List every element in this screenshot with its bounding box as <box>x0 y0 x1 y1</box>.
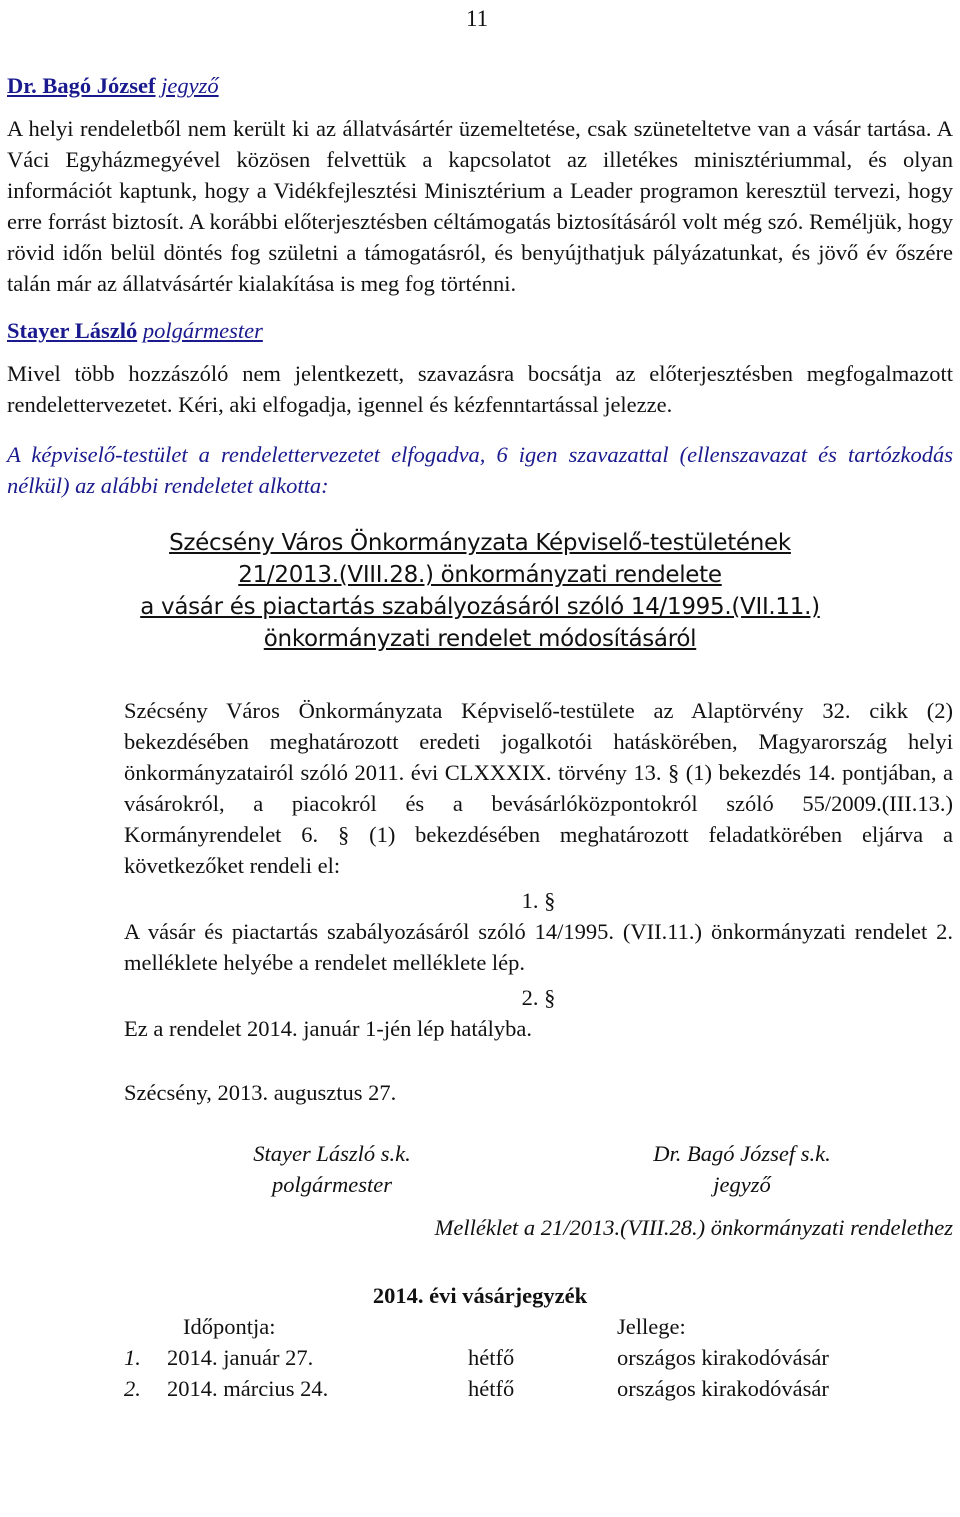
signature-name: Dr. Bagó József s.k. <box>653 1141 831 1166</box>
speaker-name: Stayer László <box>7 318 138 343</box>
signature-title: jegyző <box>713 1172 771 1197</box>
row-day: hétfő <box>468 1345 515 1370</box>
header-type: Jellege: <box>617 1314 686 1339</box>
signature-title: polgármester <box>272 1172 392 1197</box>
speech-paragraph: A helyi rendeletből nem került ki az állatvásártér üzemeltetése, csak szüneteltetve van a vásár tartása. A Váci Egyházmegyével közösen felvettük a kapcsolatot az illetékes minisztériummal, és olyan információt kaptunk, hogy a Vidékfejlesztési Minisztérium a Leader programon keresztül tervezi, hogy erre forrást biztosít. A korábbi előterjesztésben céltámogatás biztosításáról volt még szó. Reméljük, hogy rövid időn belül döntés fog születni a támogatásról, és benyújthatjuk pályázatunkat, és jövő év őszére talán már az állatvásártér kialakítása is meg fog történni. <box>7 116 953 296</box>
regulation-body <box>124 695 953 1108</box>
row-type: országos kirakodóvásár <box>617 1376 829 1401</box>
speaker-heading <box>7 70 953 101</box>
speaker-role: jegyző <box>161 73 219 98</box>
speaker-heading <box>7 315 953 346</box>
regulation-title-line: 21/2013.(VIII.28.) önkormányzati rendelete <box>238 562 722 588</box>
row-date: 2014. március 24. <box>167 1376 329 1401</box>
annex-reference: Melléklet a 21/2013.(VIII.28.) önkormányzati rendelethez <box>434 1215 953 1240</box>
preamble: Szécsény Város Önkormányzata Képviselő-testülete az Alaptörvény 32. cikk (2) bekezdésében meghatározott eredeti jogalkotói hatáskörében, Magyarország helyi önkormányzatairól szóló 2011. évi CLXXXIX. törvény 13. § (1) bekezdés 14. pontjában, a vásárokról, a piacokról és a bevásárlóközpontokról szóló 55/2009.(III.13.) Kormányrendelet 6. § (1) bekezdésében meghatározott feladatkörében eljárva a következőket rendeli el: <box>124 698 953 878</box>
signature-notary <box>617 1138 867 1200</box>
signature-name: Stayer László s.k. <box>253 1141 411 1166</box>
page-number: 11 <box>466 6 489 31</box>
table-header-row <box>124 1311 947 1342</box>
header-date: Időpontja: <box>183 1314 276 1339</box>
document-body <box>7 70 953 1404</box>
place-date: Szécsény, 2013. augusztus 27. <box>124 1080 397 1105</box>
regulation-title-line: a vásár és piactartás szabályozásáról szóló 14/1995.(VII.11.) <box>140 594 820 620</box>
row-date: 2014. január 27. <box>167 1345 314 1370</box>
row-number: 2. <box>124 1376 141 1401</box>
section-text: Ez a rendelet 2014. január 1-jén lép hatályba. <box>124 1016 532 1041</box>
regulation-title <box>7 527 953 655</box>
regulation-title-line: önkormányzati rendelet módosításáról <box>263 626 697 652</box>
speaker-role: polgármester <box>142 318 263 343</box>
table-row <box>124 1342 947 1373</box>
row-number: 1. <box>124 1345 141 1370</box>
section-number: 1. § <box>521 888 556 913</box>
row-day: hétfő <box>468 1376 515 1401</box>
market-schedule-table <box>124 1311 947 1404</box>
schedule-title: 2014. évi vásárjegyzék <box>372 1283 588 1308</box>
speaker-name: Dr. Bagó József <box>7 73 156 98</box>
section-number: 2. § <box>521 985 556 1010</box>
decision-text: A képviselő-testület a rendelettervezetet elfogadva, 6 igen szavazattal (ellenszavazat és tartózkodás nélkül) az alábbi rendeletet alkotta: <box>7 442 953 498</box>
signature-mayor <box>227 1138 437 1200</box>
signature-block <box>7 1138 953 1202</box>
speech-paragraph: Mivel több hozzászóló nem jelentkezett, szavazásra bocsátja az előterjesztésben megfogalmazott rendelettervezetet. Kéri, aki elfogadja, igennel és kézfenntartással jelezze. <box>7 361 953 417</box>
regulation-title-line: Szécsény Város Önkormányzata Képviselő-testületének <box>169 530 791 556</box>
section-text: A vásár és piactartás szabályozásáról szóló 14/1995. (VII.11.) önkormányzati rendelet 2. melléklete helyébe a rendelet melléklete lép. <box>124 919 953 975</box>
table-row <box>124 1373 947 1404</box>
row-type: országos kirakodóvásár <box>617 1345 829 1370</box>
